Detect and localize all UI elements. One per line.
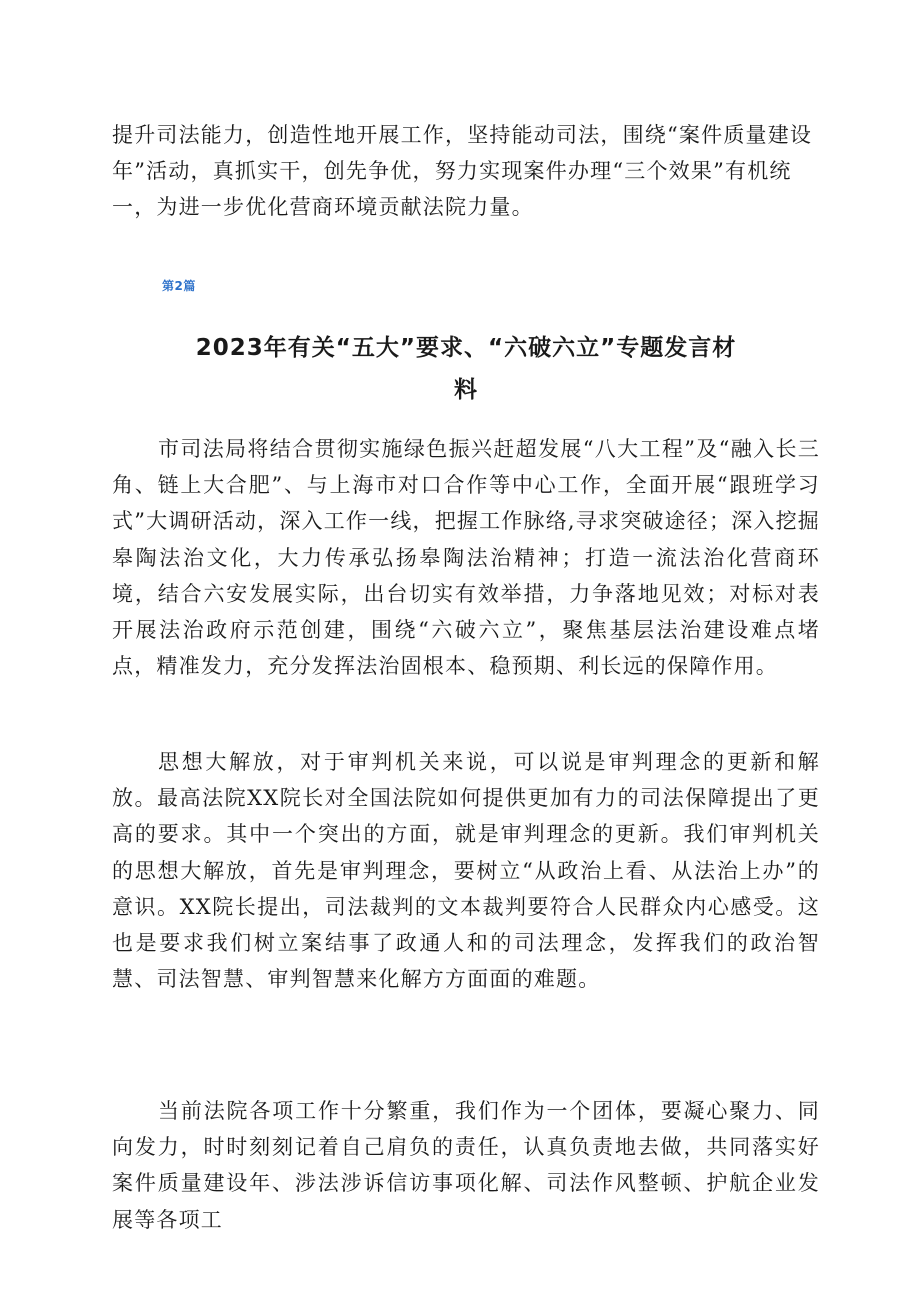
body-paragraph: 当前法院各项工作十分繁重，我们作为一个团体，要凝心聚力、同向发力，时时刻刻记着自己肩负的责任，认真负责地去做，共同落实好案件质量建设年、涉法涉诉信访事项化解、司法作风整顿、护航企业发展等各项工 bbox=[112, 1099, 820, 1232]
title-line: 料 bbox=[454, 377, 478, 403]
title-line: 2023年有关“五大”要求、“六破六立”专题发言材 bbox=[195, 335, 737, 361]
continued-line: 提升司法能力，创造性地开展工作，坚持能动司法，围绕“案件质量建设 bbox=[112, 123, 813, 147]
continued-line: 一，为进一步优化营商环境贡献法院力量。 bbox=[112, 195, 534, 220]
body-paragraph: 市司法局将结合贯彻实施绿色振兴赶超发展“八大工程”及“融入长三角、链上大合肥”、与上海市对口合作等中心工作，全面开展“跟班学习式”大调研活动，深入工作一线，把握工作脉络,寻求突破途径；深入挖掘皋陶法治文化，大力传承弘扬皋陶法治精神；打造一流法治化营商环境，结合六安发展实际，出台切实有效举措，力争落地见效；对标对表开展法治政府示范创建，围绕“六破六立”，聚焦基层法治建设难点堵点，精准发力，充分发挥法治固根本、稳预期、利长远的保障作用。 bbox=[112, 437, 821, 679]
section-label: 第2篇 bbox=[162, 279, 196, 293]
document-title bbox=[112, 327, 820, 411]
continued-paragraph bbox=[112, 117, 820, 226]
body-paragraph: 思想大解放，对于审判机关来说，可以说是审判理念的更新和解放。最高法院XX院长对全国法院如何提供更加有力的司法保障提出了更高的要求。其中一个突出的方面，就是审判理念的更新。我们审判机关的思想大解放，首先是审判理念，要树立“从政治上看、从法治上办”的意识。XX院长提出，司法裁判的文本裁判要符合人民群众内心感受。这也是要求我们树立案结事了政通人和的司法理念，发挥我们的政治智慧、司法智慧、审判智慧来化解方方面面的难题。 bbox=[112, 750, 820, 992]
continued-line: 年”活动，真抓实干，创先争优，努力实现案件办理“三个效果”有机统 bbox=[112, 159, 792, 184]
